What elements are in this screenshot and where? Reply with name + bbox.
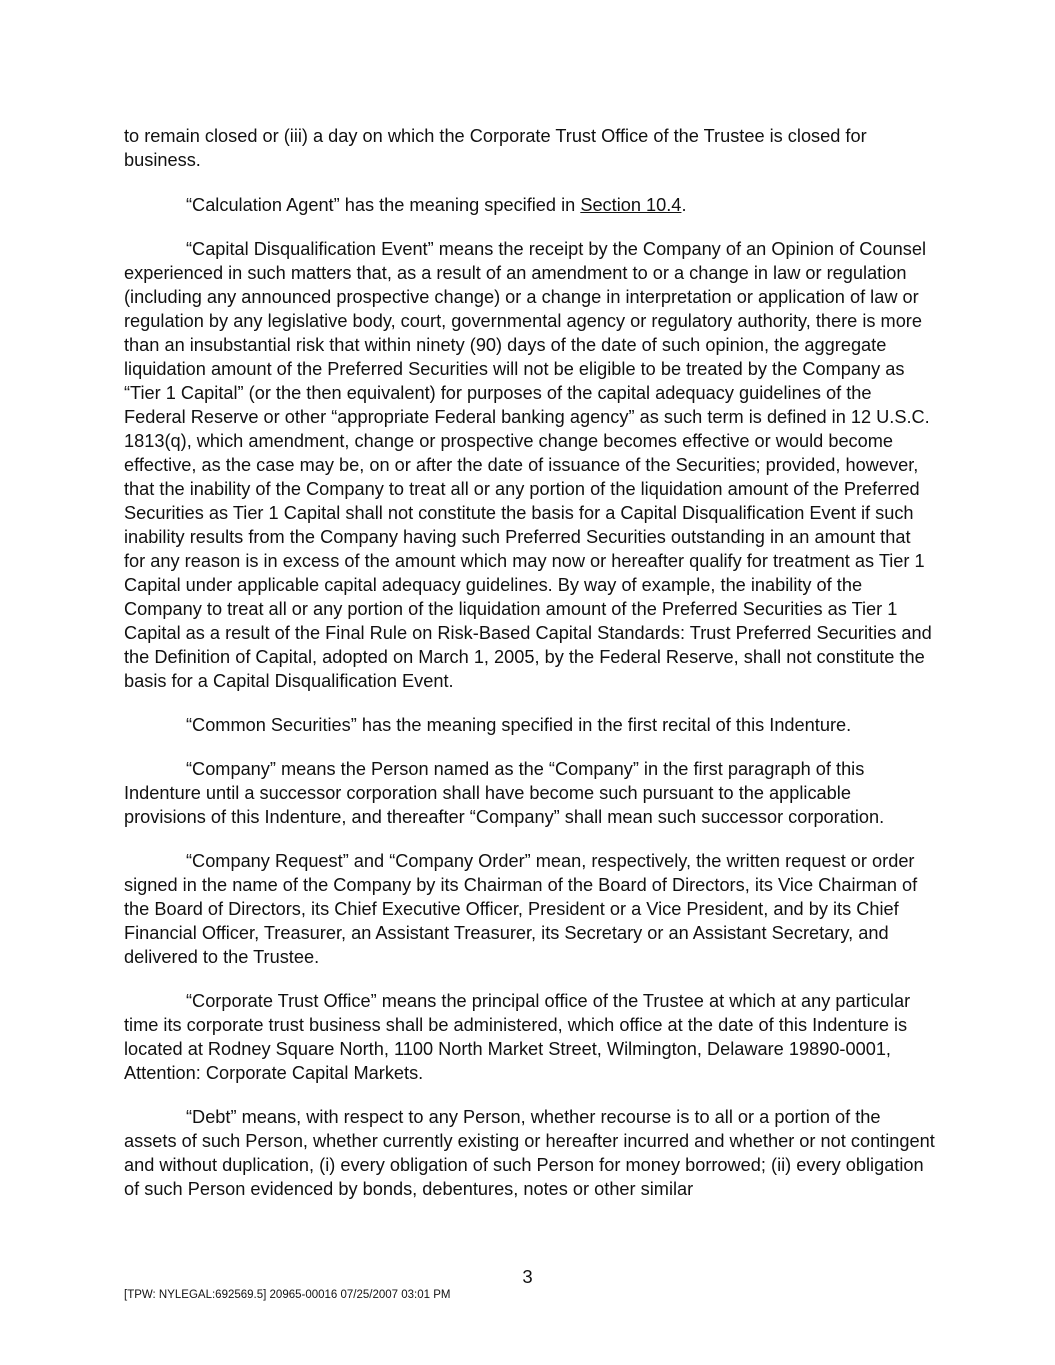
calculation-agent-period: . [681, 195, 687, 215]
paragraph-calculation-agent [124, 193, 936, 217]
paragraph-company-request: “Company Request” and “Company Order” mean, respectively, the written request or order signed in the name of the Company by its Chairman of the Board of Directors, its Vice Chairman of the Board of Directors, its Chief Executive Officer, President or a Vice President, and by its Chief Financial Officer, Treasurer, an Assistant Treasurer, its Secretary or an Assistant Secretary, and delivered to the Trustee. [124, 851, 918, 967]
paragraph-capital-disqualification-event: “Capital Disqualification Event” means the receipt by the Company of an Opinion of Counsel experienced in such matters that, as a result of an amendment to or a change in law or regulation (including any announced prospective change) or a change in interpretation or application of law or regulation by any legislative body, court, governmental agency or regulatory authority, there is more than an insubstantial risk that within ninety (90) days of the date of such opinion, the aggregate liquidation amount of the Preferred Securities will not be eligible to be treated by the Company as “Tier 1 Capital” (or the then equivalent) for purposes of the capital adequacy guidelines of the Federal Reserve or other “appropriate Federal banking agency” as such term is defined in 12 U.S.C. 1813(q), which amendment, change or prospective change becomes effective or would become effective, as the case may be, on or after the date of issuance of the Securities; provided, however, that the inability of the Company to treat all or any portion of the liquidation amount of the Preferred Securities as Tier 1 Capital shall not constitute the basis for a Capital Disqualification Event if such inability results from the Company having such Preferred Securities outstanding in an amount that for any reason is in excess of the amount which may now or hereafter qualify for treatment as Tier 1 Capital under applicable capital adequacy guidelines. By way of example, the inability of the Company to treat all or any portion of the liquidation amount of the Preferred Securities as Tier 1 Capital as a result of the Final Rule on Risk-Based Capital Standards: Trust Preferred Securities and the Definition of Capital, adopted on March 1, 2005, by the Federal Reserve, shall not constitute the basis for a Capital Disqualification Event. [124, 239, 932, 691]
paragraph-common-securities: “Common Securities” has the meaning specified in the first recital of this Indenture. [186, 715, 852, 735]
calculation-agent-text: “Calculation Agent” has the meaning specified in [186, 195, 581, 215]
paragraph-debt: “Debt” means, with respect to any Person, whether recourse is to all or a portion of the assets of such Person, whether currently existing or hereafter incurred and whether or not contingent and without duplication, (i) every obligation of such Person for money borrowed; (ii) every obligation of such Person evidenced by bonds, debentures, notes or other similar [124, 1107, 935, 1199]
document-body [124, 124, 936, 1221]
page-number: 3 [522, 1266, 533, 1287]
paragraph-continuation: to remain closed or (iii) a day on which the Corporate Trust Office of the Trustee is closed for business. [124, 126, 867, 170]
section-10-4-reference: Section 10.4 [580, 195, 682, 215]
paragraph-company: “Company” means the Person named as the “Company” in the first paragraph of this Indenture until a successor corporation shall have become such pursuant to the applicable provisions of this Indenture, and thereafter “Company” shall mean such successor corporation. [124, 759, 885, 827]
paragraph-corporate-trust-office: “Corporate Trust Office” means the principal office of the Trustee at which at any particular time its corporate trust business shall be administered, which office at the date of this Indenture is located at Rodney Square North, 1100 North Market Street, Wilmington, Delaware 19890-0001, Attention: Corporate Capital Markets. [124, 991, 911, 1083]
footer-document-stamp: [TPW: NYLEGAL:692569.5] 20965-00016 07/25/2007 03:01 PM [124, 1289, 451, 1301]
